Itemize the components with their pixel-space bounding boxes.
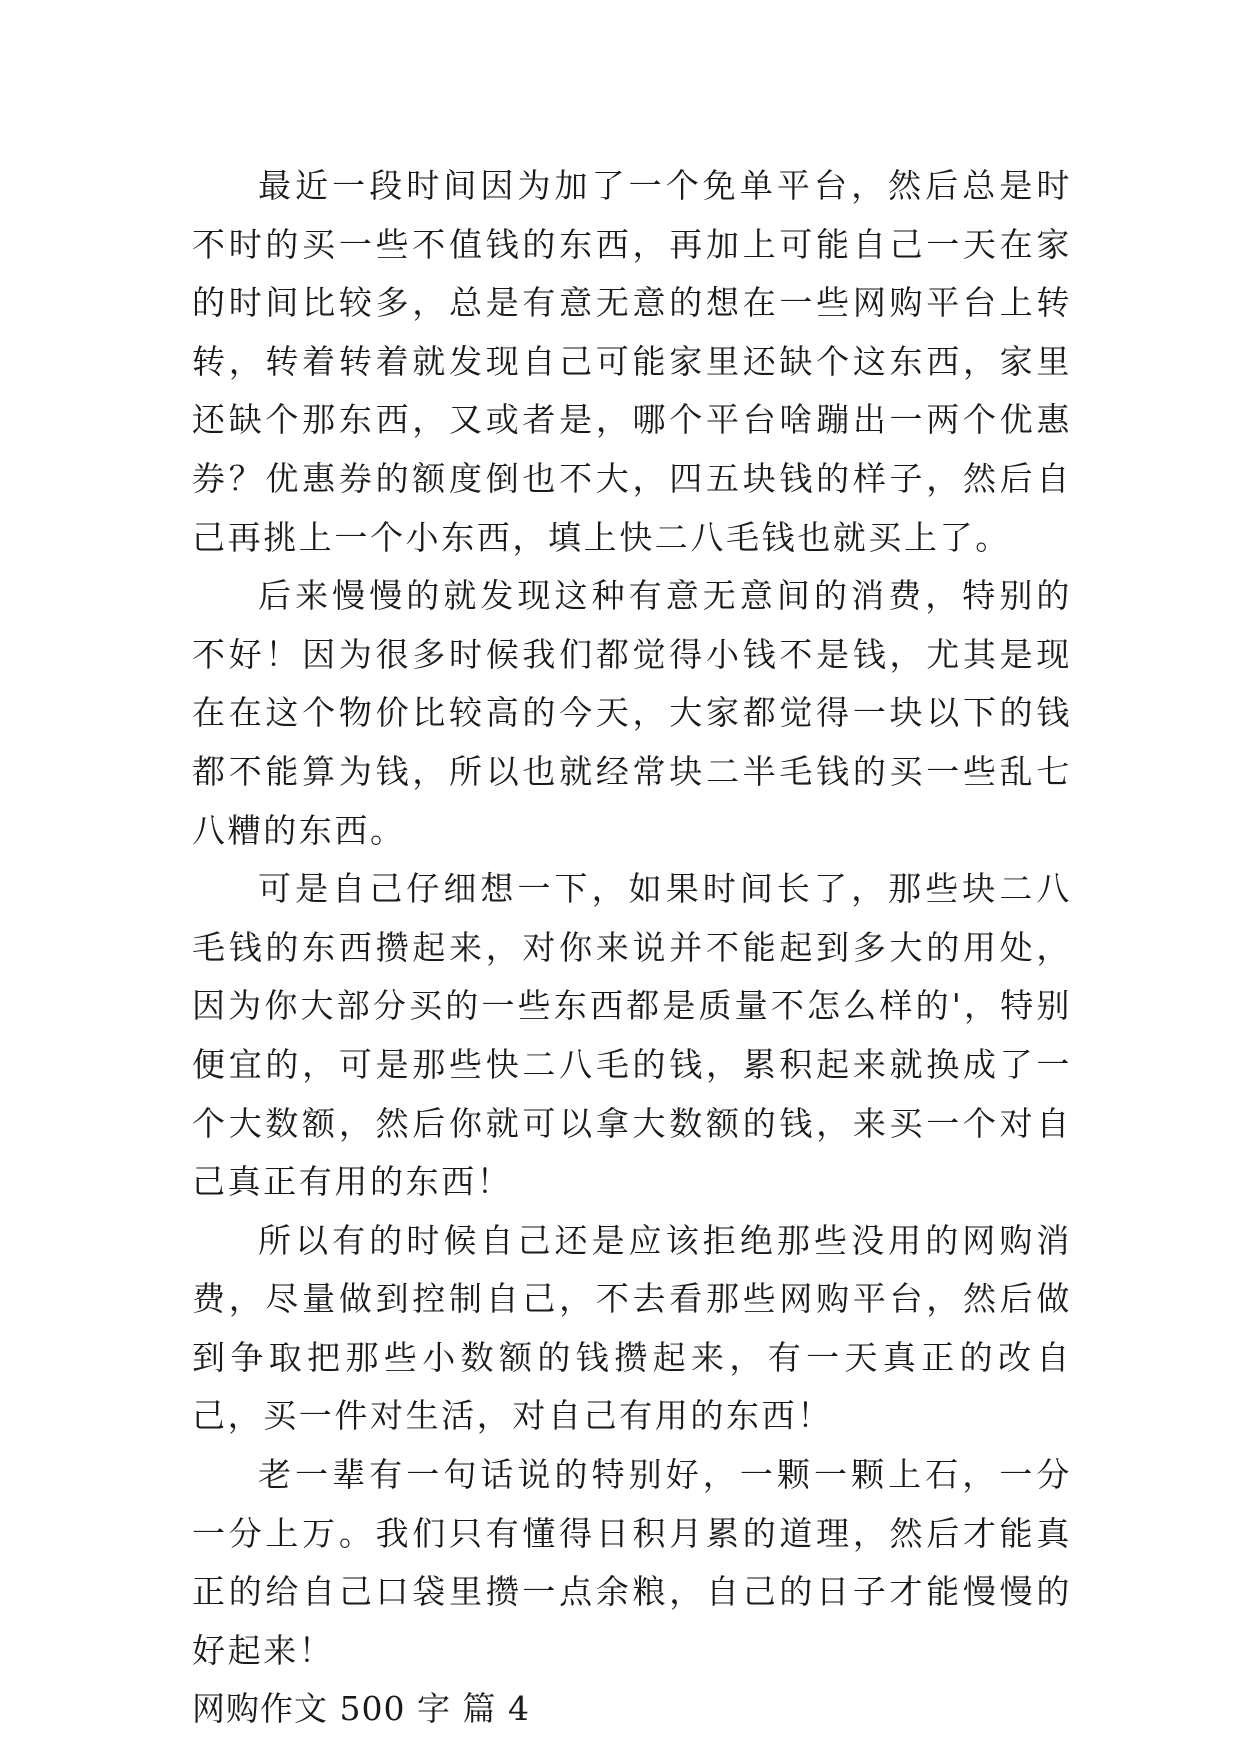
section-heading: 网购作文 500 字 篇 4	[192, 1689, 530, 1729]
paragraph-2: 后来慢慢的就发现这种有意无意间的消费，特别的不好！因为很多时候我们都觉得小钱不是钱，尤其是现在在这个物价比较高的今天，大家都觉得一块以下的钱都不能算为钱，所以也就经常块二半毛钱的买一些乱七八糟的东西。	[192, 576, 1072, 850]
paragraph-1: 最近一段时间因为加了一个免单平台，然后总是时不时的买一些不值钱的东西，再加上可能自己一天在家的时间比较多，总是有意无意的想在一些网购平台上转转，转着转着就发现自己可能家里还缺个这东西，家里还缺个那东西，又或者是，哪个平台啥蹦出一两个优惠券？优惠券的额度倒也不大，四五块钱的样子，然后自己再挑上一个小东西，填上快二八毛钱也就买上了。	[192, 166, 1072, 557]
document-body	[192, 157, 1072, 1739]
paragraph-3: 可是自己仔细想一下，如果时间长了，那些块二八毛钱的东西攒起来，对你来说并不能起到多大的用处，因为你大部分买的一些东西都是质量不怎么样的'，特别便宜的，可是那些快二八毛的钱，累积起来就换成了一个大数额，然后你就可以拿大数额的钱，来买一个对自己真正有用的东西！	[192, 869, 1072, 1202]
paragraph-5: 老一辈有一句话说的特别好，一颗一颗上石，一分一分上万。我们只有懂得日积月累的道理，然后才能真正的给自己口袋里攒一点余粮，自己的日子才能慢慢的好起来！	[192, 1455, 1072, 1670]
paragraph-4: 所以有的时候自己还是应该拒绝那些没用的网购消费，尽量做到控制自己，不去看那些网购平台，然后做到争取把那些小数额的钱攒起来，有一天真正的改自己，买一件对生活，对自己有用的东西！	[192, 1220, 1072, 1436]
